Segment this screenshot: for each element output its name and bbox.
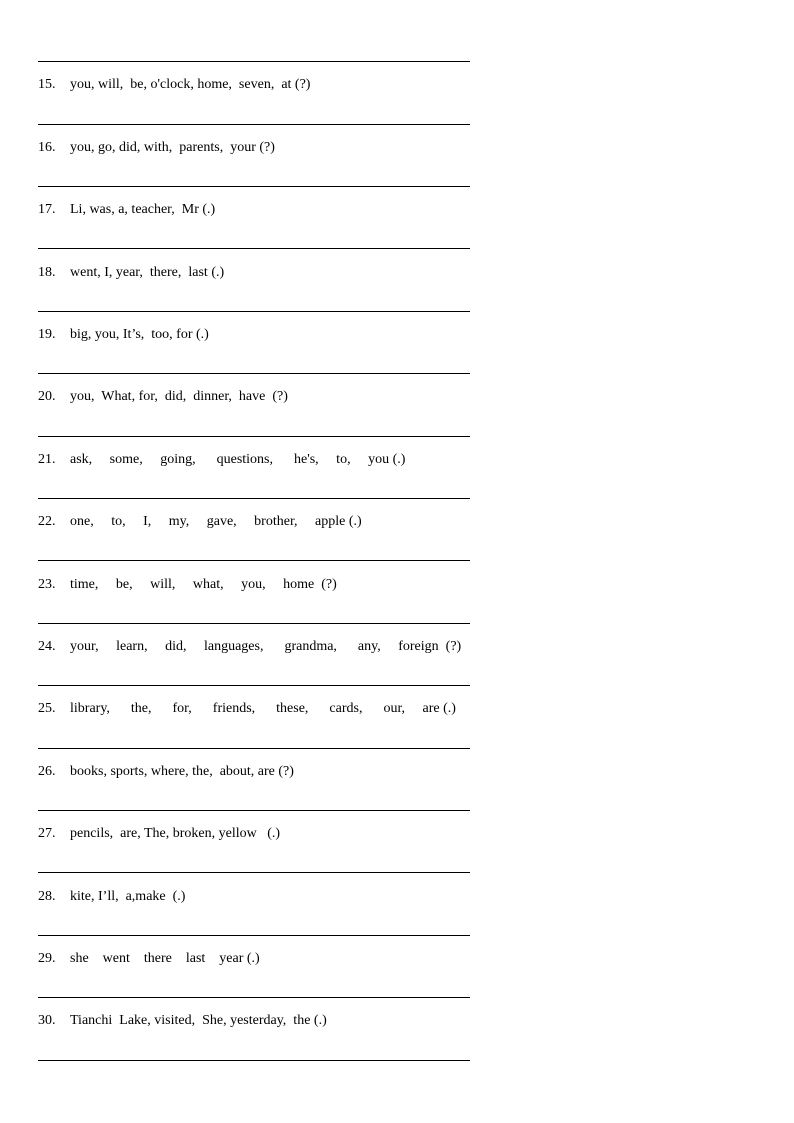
- question-21: [38, 450, 405, 470]
- question-words: library, the, for, friends, these, cards, our, are (.): [70, 701, 456, 716]
- question-number: 23.: [38, 577, 56, 592]
- question-words: time, be, will, what, you, home (?): [70, 577, 337, 592]
- question-24: [38, 637, 461, 657]
- question-words: you, What, for, did, dinner, have (?): [70, 389, 288, 404]
- question-number: 29.: [38, 951, 56, 966]
- question-23: [38, 575, 337, 595]
- question-number: 17.: [38, 202, 56, 217]
- question-number: 20.: [38, 389, 56, 404]
- answer-line: [38, 311, 470, 312]
- question-number: 30.: [38, 1013, 56, 1028]
- question-22: [38, 512, 362, 532]
- answer-line: [38, 61, 470, 62]
- question-words: Li, was, a, teacher, Mr (.): [70, 202, 216, 217]
- question-17: [38, 200, 215, 220]
- answer-line: [38, 248, 470, 249]
- question-words: one, to, I, my, gave, brother, apple (.): [70, 514, 362, 529]
- question-26: [38, 762, 294, 782]
- question-number: 26.: [38, 764, 56, 779]
- question-28: [38, 887, 185, 907]
- question-words: you, will, be, o'clock, home, seven, at (?): [70, 77, 311, 92]
- question-words: pencils, are, The, broken, yellow (.): [70, 826, 281, 841]
- question-number: 15.: [38, 77, 56, 92]
- question-words: your, learn, did, languages, grandma, any, foreign (?): [70, 639, 462, 654]
- question-19: [38, 325, 209, 345]
- answer-line: [38, 935, 470, 936]
- question-16: [38, 138, 275, 158]
- question-number: 19.: [38, 327, 56, 342]
- question-25: [38, 699, 456, 719]
- answer-line: [38, 872, 470, 873]
- question-words: kite, I’ll, a,make (.): [70, 889, 186, 904]
- question-18: [38, 263, 224, 283]
- answer-line: [38, 623, 470, 624]
- question-20: [38, 387, 288, 407]
- question-words: ask, some, going, questions, he's, to, you (.): [70, 452, 406, 467]
- question-number: 24.: [38, 639, 56, 654]
- question-number: 27.: [38, 826, 56, 841]
- question-number: 28.: [38, 889, 56, 904]
- answer-line: [38, 748, 470, 749]
- question-number: 22.: [38, 514, 56, 529]
- answer-line: [38, 498, 470, 499]
- answer-line: [38, 560, 470, 561]
- question-27: [38, 824, 280, 844]
- question-words: went, I, year, there, last (.): [70, 265, 225, 280]
- question-number: 25.: [38, 701, 56, 716]
- answer-line: [38, 124, 470, 125]
- question-words: big, you, It’s, too, for (.): [70, 327, 209, 342]
- question-29: [38, 949, 260, 969]
- answer-line: [38, 1060, 470, 1061]
- question-words: books, sports, where, the, about, are (?): [70, 764, 294, 779]
- answer-line: [38, 373, 470, 374]
- question-words: she went there last year (.): [70, 951, 260, 966]
- question-words: Tianchi Lake, visited, She, yesterday, the (.): [70, 1013, 327, 1028]
- answer-line: [38, 685, 470, 686]
- answer-line: [38, 810, 470, 811]
- question-number: 21.: [38, 452, 56, 467]
- question-30: [38, 1011, 327, 1031]
- question-words: you, go, did, with, parents, your (?): [70, 140, 275, 155]
- question-15: [38, 75, 310, 95]
- question-number: 18.: [38, 265, 56, 280]
- answer-line: [38, 997, 470, 998]
- answer-line: [38, 436, 470, 437]
- question-number: 16.: [38, 140, 56, 155]
- answer-line: [38, 186, 470, 187]
